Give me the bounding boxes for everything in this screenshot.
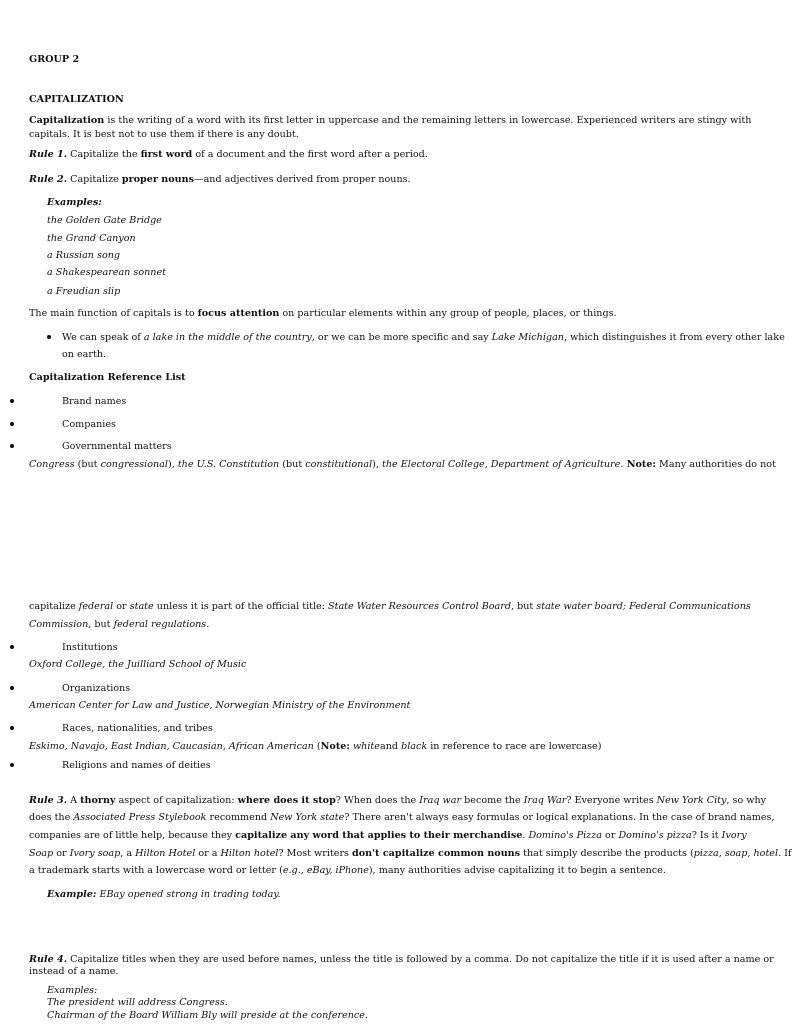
example-item: a Russian song [47, 250, 121, 261]
bullet-icon [10, 763, 14, 767]
example-item: the Grand Canyon [47, 233, 136, 244]
rule-4-example-item: Chairman of the Board William Bly will preside at the conference. [47, 1010, 369, 1021]
example-item: the Golden Gate Bridge [47, 215, 162, 226]
bullet-icon [10, 399, 14, 403]
intro-line-1: Capitalization is the writing of a word with its first letter in uppercase and the remaining letters in lowercase. Experienced writers are stingy with [29, 115, 752, 126]
rule-3-line-2: does the Associated Press Stylebook recommend New York state? There aren't always easy formulas or logical explanations. In the case of brand names, [29, 812, 775, 823]
rule-4-examples-label: Examples: [47, 985, 98, 996]
rule-3-line-3: companies are of little help, because they capitalize any word that applies to their merchandise. Domino's Pizza or Domino's pizza? Is it Ivory [29, 830, 747, 841]
ref-item-brand-names: Brand names [62, 396, 127, 407]
rule-3-line-1: Rule 3. A thorny aspect of capitalization: where does it stop? When does the Iraq war become the Iraq War? Everyone writes New York City, so why [29, 795, 767, 806]
example-item: a Shakespearean sonnet [47, 267, 166, 278]
ref-item-governmental: Governmental matters [62, 441, 172, 452]
bullet-icon [10, 422, 14, 426]
ref-item-races: Races, nationalities, and tribes [62, 723, 213, 734]
bullet-icon [47, 335, 51, 339]
bullet-icon [10, 645, 14, 649]
bullet-icon [10, 444, 14, 448]
rule-4-line-1: Rule 4. Capitalize titles when they are used before names, unless the title is followed by a comma. Do not capitalize the title if it is used after a name or [29, 954, 774, 965]
governmental-continued-line-1: capitalize federal or state unless it is part of the official title: State Water Resources Control Board, but state water board; Federal Communications [29, 601, 751, 612]
rule-3-example: Example: EBay opened strong in trading today. [47, 889, 281, 900]
rule-4-line-2: instead of a name. [29, 966, 119, 977]
intro-line-2: capitals. It is best not to use them if there is any doubt. [29, 129, 299, 140]
rule-3-line-5: a trademark starts with a lowercase word or letter (e.g., eBay, iPhone), many authorities advise capitalizing it to begin a sentence. [29, 865, 666, 876]
examples-label: Examples: [47, 197, 102, 208]
bullet-icon [10, 686, 14, 690]
lake-bullet-line-2: on earth. [62, 349, 107, 360]
group-heading: GROUP 2 [29, 54, 80, 65]
governmental-continued-line-2: Commission, but federal regulations. [29, 619, 210, 630]
ref-item-religions: Religions and names of deities [62, 760, 211, 771]
governmental-example: Congress (but congressional), the U.S. Constitution (but constitutional), the Electoral College, Department of Agriculture. Note: Many authorities do not [29, 459, 776, 470]
races-example: Eskimo, Navajo, East Indian, Caucasian, African American (Note: whiteand black in reference to race are lowercase) [29, 741, 602, 752]
bullet-icon [10, 726, 14, 730]
section-title: CAPITALIZATION [29, 94, 124, 105]
rule-3-line-4: Soap or Ivory soap, a Hilton Hotel or a Hilton hotel? Most writers don't capitalize common nouns that simply describe the products (pizza, soap, hotel. If [29, 848, 792, 859]
example-item: a Freudian slip [47, 286, 121, 297]
rule-1: Rule 1. Capitalize the first word of a document and the first word after a period. [29, 149, 428, 160]
rule-2: Rule 2. Capitalize proper nouns—and adjectives derived from proper nouns. [29, 174, 411, 185]
rule-4-example-item: The president will address Congress. [47, 997, 228, 1008]
organizations-example: American Center for Law and Justice, Norwegian Ministry of the Environment [29, 700, 411, 711]
ref-item-institutions: Institutions [62, 642, 118, 653]
reference-list-title: Capitalization Reference List [29, 372, 186, 383]
focus-paragraph: The main function of capitals is to focus attention on particular elements within any group of people, places, or things. [29, 308, 617, 319]
ref-item-companies: Companies [62, 419, 116, 430]
institutions-example: Oxford College, the Juilliard School of Music [29, 659, 247, 670]
ref-item-organizations: Organizations [62, 683, 131, 694]
lake-bullet-line-1: We can speak of a lake in the middle of the country, or we can be more specific and say Lake Michigan, which distinguishes it from every other lake [62, 332, 785, 343]
